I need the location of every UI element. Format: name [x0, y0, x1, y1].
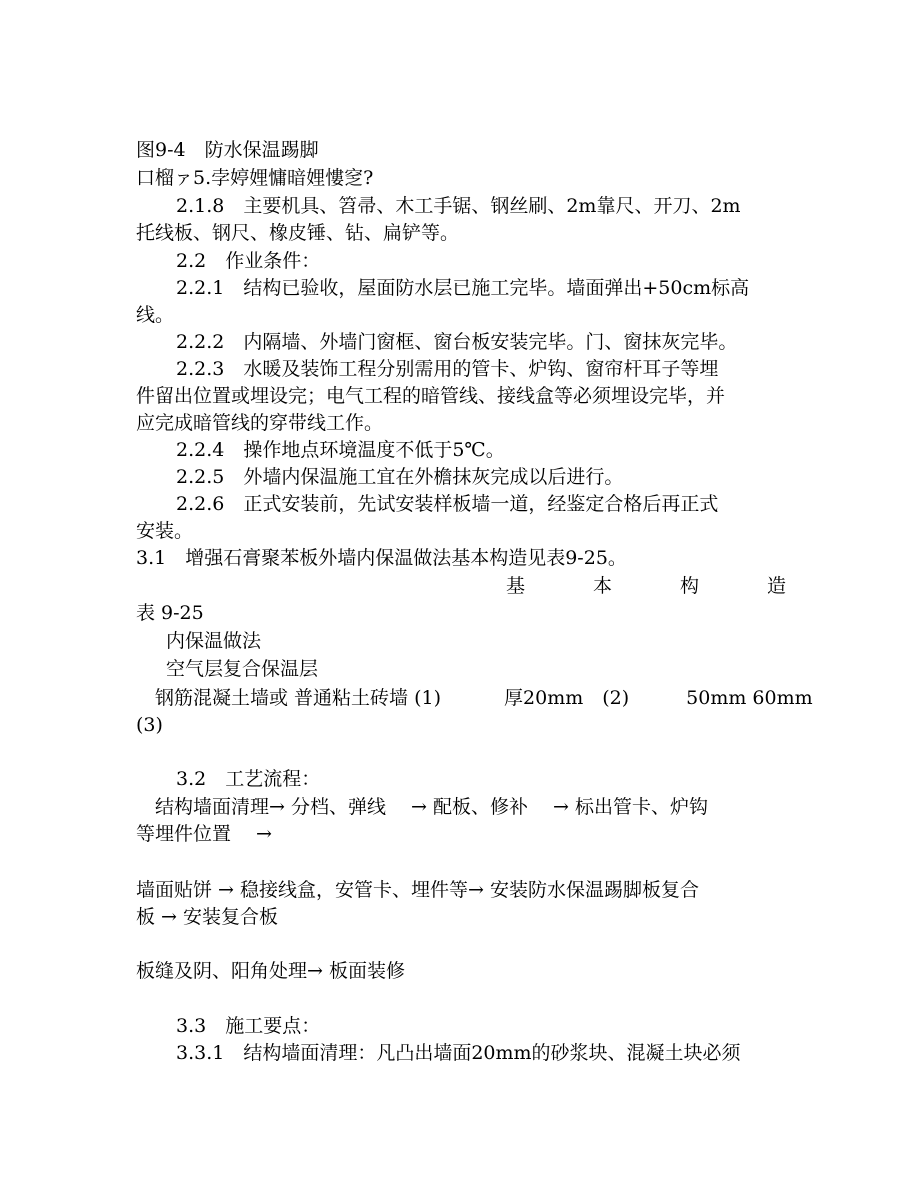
paragraph-2-2-4: 2.2.4 操作地点环境温度不低于5℃。 — [176, 439, 505, 461]
garbled-text-line: 口榴ァ5.孛婷娌慵暗娌慺窆? — [136, 167, 374, 189]
paragraph-3-3-1: 3.3.1 结构墙面清理：凡凸出墙面20mm的砂浆块、混凝土块必须 — [176, 1042, 741, 1064]
paragraph-2-2-2: 2.2.2 内隔墙、外墙门窗框、窗台板安装完毕。门、窗抹灰完毕。 — [176, 331, 738, 353]
paragraph-2-2-1-line2: 线。 — [136, 304, 175, 326]
paragraph-2-2-6-line1: 2.2.6 正式安装前，先试安装样板墙一道，经鉴定合格后再正式 — [176, 493, 719, 515]
table-title-char: 造 — [766, 575, 786, 597]
paragraph-2-2-6-line2: 安装。 — [136, 520, 194, 542]
table-title-spread — [506, 573, 786, 599]
flow-line-1b: 等埋件位置 → — [136, 823, 272, 845]
section-3-2-heading: 3.2 工艺流程： — [176, 768, 321, 790]
flow-line-2b: 板 → 安装复合板 — [136, 906, 278, 928]
paragraph-2-2-3-line1: 2.2.3 水暖及装饰工程分别需用的管卡、炉钩、窗帘杆耳子等埋 — [176, 358, 719, 380]
table-title-char: 本 — [592, 575, 612, 597]
table-label: 表 9-25 — [136, 602, 204, 624]
figure-caption: 图9-4 防水保温踢脚 — [136, 139, 319, 161]
paragraph-2-2-1-line1: 2.2.1 结构已验收，屋面防水层已施工完毕。墙面弹出+50cm标高 — [176, 277, 750, 299]
paragraph-2-2-3-line2: 件留出位置或埋设完；电气工程的暗管线、接线盒等必须埋设完毕，并 — [136, 385, 726, 407]
paragraph-2-1-8-line1: 2.1.8 主要机具、笤帚、木工手锯、钢丝刷、2m靠尺、开刀、2m — [176, 195, 741, 217]
flow-line-2a: 墙面贴饼 → 稳接线盒，安管卡、埋件等→ 安装防水保温踢脚板复合 — [136, 879, 699, 901]
table-row-3-cont: (3) — [136, 714, 163, 736]
section-2-2-heading: 2.2 作业条件： — [176, 250, 321, 272]
table-title-char: 基 — [506, 575, 526, 597]
table-row-1: 内保温做法 — [166, 630, 262, 652]
flow-line-1a: 结构墙面清理→ 分档、弹线 → 配板、修补 → 标出管卡、炉钩 — [155, 796, 708, 818]
paragraph-3-1: 3.1 增强石膏聚苯板外墙内保温做法基本构造见表9-25。 — [136, 547, 627, 569]
section-3-3-heading: 3.3 施工要点： — [176, 1015, 321, 1037]
paragraph-2-2-5: 2.2.5 外墙内保温施工宜在外檐抹灰完成以后进行。 — [176, 466, 624, 488]
flow-line-3: 板缝及阴、阳角处理→ 板面装修 — [136, 960, 405, 982]
table-row-2: 空气层复合保温层 — [166, 658, 319, 680]
table-title-char: 构 — [679, 575, 699, 597]
paragraph-2-2-3-line3: 应完成暗管线的穿带线工作。 — [136, 412, 384, 434]
table-row-3: 钢筋混凝土墙或 普通粘土砖墙 (1) 厚20mm (2) 50mm 60mm — [155, 687, 813, 709]
paragraph-2-1-8-line2: 托线板、钢尺、橡皮锤、钻、扁铲等。 — [136, 222, 460, 244]
